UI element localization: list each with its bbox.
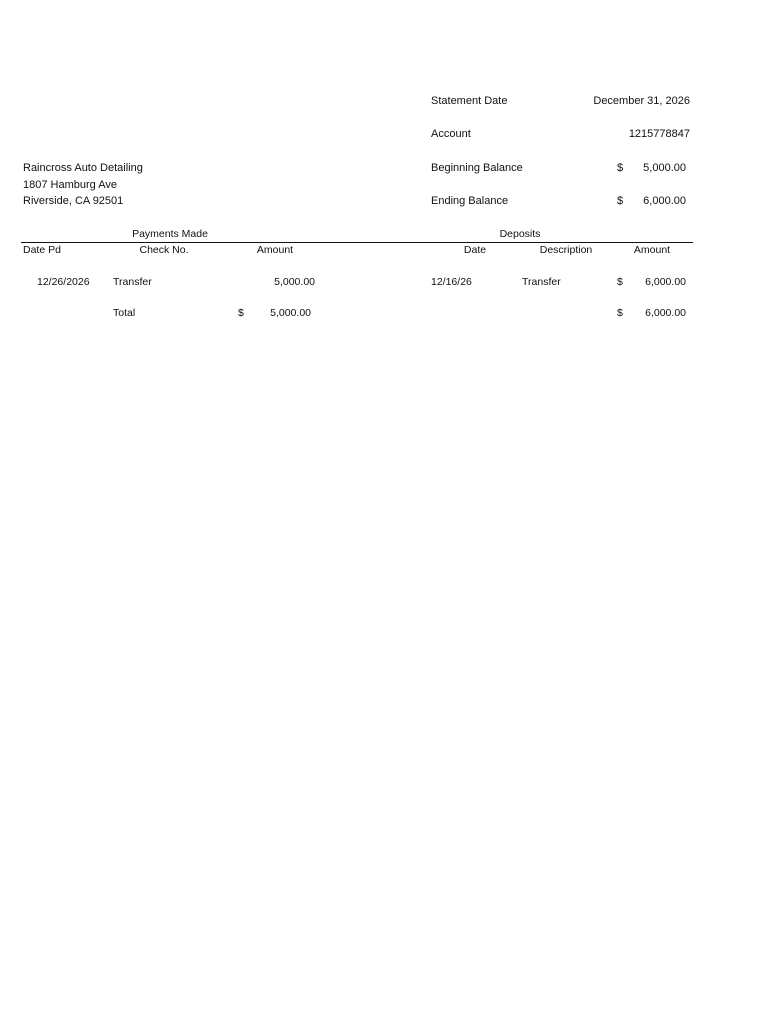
account-label: Account (431, 128, 471, 140)
payments-total-value: 5,000.00 (270, 307, 311, 319)
ending-balance-label: Ending Balance (431, 195, 509, 207)
beginning-balance-currency: $ (617, 162, 624, 174)
payment-row-check-no: Transfer (113, 276, 152, 288)
deposits-header-date: Date (463, 244, 487, 256)
deposit-row-description: Transfer (522, 276, 561, 288)
ending-balance-currency: $ (617, 195, 624, 207)
statement-date-label: Statement Date (431, 95, 508, 107)
deposits-total-value: 6,000.00 (645, 307, 686, 319)
deposit-row-date: 12/16/26 (431, 276, 472, 288)
payments-total-currency: $ (238, 307, 244, 319)
payments-header-check-no: Check No. (139, 244, 189, 256)
customer-city-state-zip: Riverside, CA 92501 (23, 195, 124, 207)
payments-header-date-paid: Date Pd (23, 244, 61, 256)
account-number: 1215778847 (628, 128, 690, 140)
deposit-row-amount: 6,000.00 (645, 276, 686, 288)
customer-street: 1807 Hamburg Ave (23, 179, 117, 191)
beginning-balance-label: Beginning Balance (431, 162, 523, 174)
deposits-section-title: Deposits (499, 228, 541, 240)
deposits-header-description: Description (539, 244, 593, 256)
ending-balance-value: 6,000.00 (643, 195, 686, 207)
header-divider (21, 242, 693, 243)
customer-name: Raincross Auto Detailing (23, 162, 143, 174)
payment-row-amount: 5,000.00 (274, 276, 315, 288)
deposits-header-amount: Amount (633, 244, 671, 256)
beginning-balance-value: 5,000.00 (643, 162, 686, 174)
payment-row-date: 12/26/2026 (37, 276, 90, 288)
deposits-total-currency: $ (617, 307, 623, 319)
payments-section-title: Payments Made (132, 228, 208, 240)
payments-total-label: Total (113, 307, 136, 319)
deposit-row-currency: $ (617, 276, 623, 288)
payments-header-amount: Amount (256, 244, 294, 256)
statement-date-value: December 31, 2026 (593, 95, 690, 107)
